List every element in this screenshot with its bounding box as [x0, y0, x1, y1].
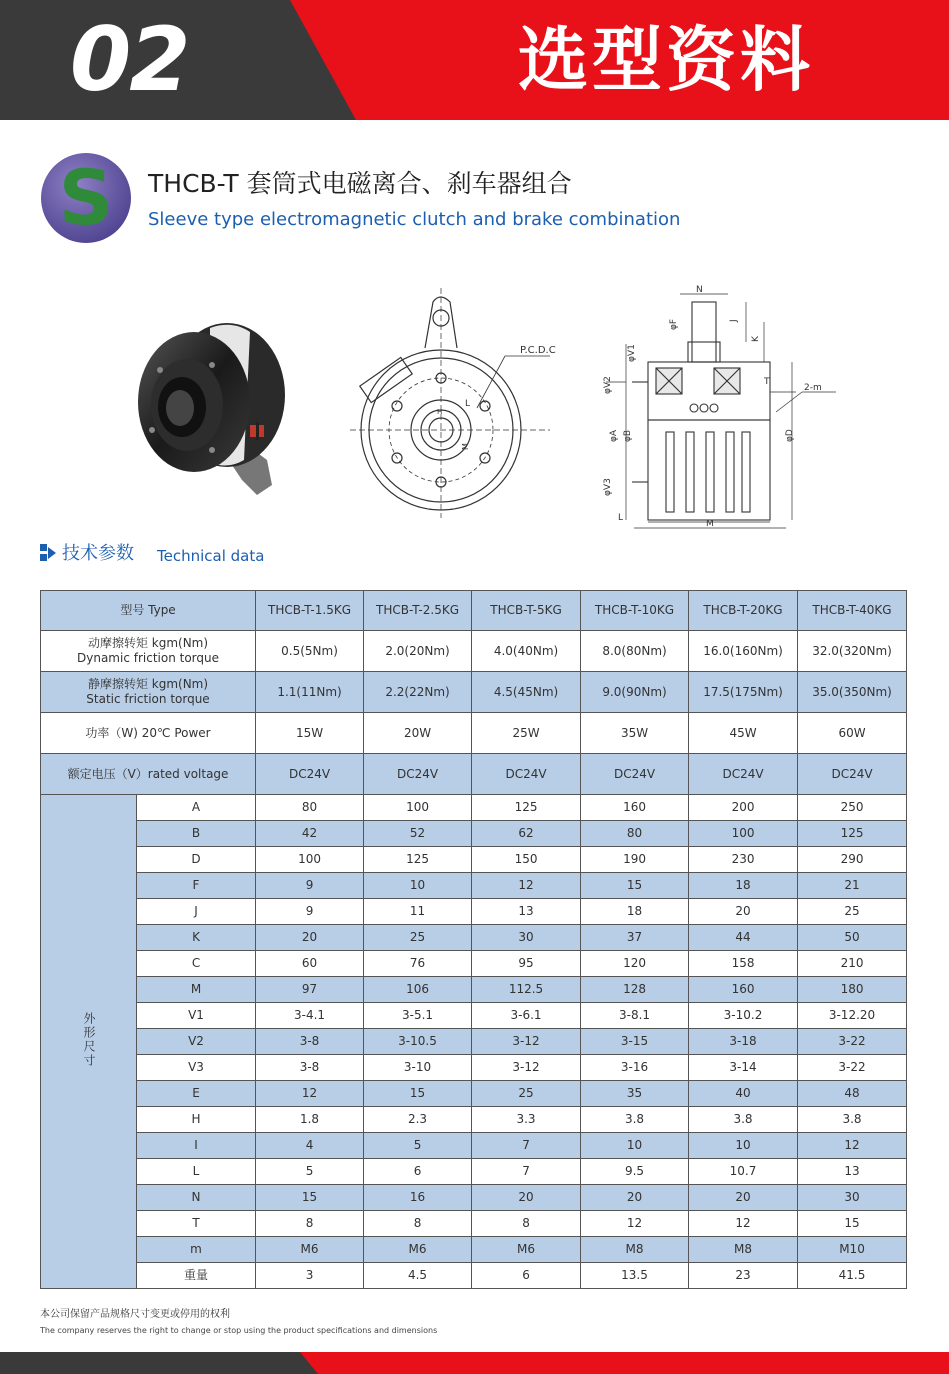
value-cell: 3-12 [472, 1029, 581, 1055]
value-cell: 3-8 [256, 1029, 364, 1055]
value-cell: 15 [256, 1185, 364, 1211]
dimension-label-cell: B [137, 821, 256, 847]
value-cell: 20 [689, 899, 798, 925]
value-cell: 3-22 [798, 1055, 907, 1081]
value-cell: 3-10.2 [689, 1003, 798, 1029]
value-cell: 40 [689, 1081, 798, 1107]
value-cell: 35.0(350Nm) [798, 672, 907, 713]
section-title-en: Technical data [157, 547, 265, 565]
value-cell: 3-5.1 [364, 1003, 472, 1029]
dimension-label-cell: K [137, 925, 256, 951]
value-cell: 23 [689, 1263, 798, 1289]
value-cell: 160 [689, 977, 798, 1003]
value-cell: 20 [581, 1185, 689, 1211]
svg-text:φA: φA [609, 429, 619, 442]
value-cell: M10 [798, 1237, 907, 1263]
spec-label-cell [41, 754, 256, 795]
model-header-cell: THCB-T-10KG [581, 591, 689, 631]
svg-text:φV1: φV1 [627, 344, 637, 362]
value-cell: 100 [689, 821, 798, 847]
dimension-label-cell: F [137, 873, 256, 899]
value-cell: 150 [472, 847, 581, 873]
dimension-label-cell: C [137, 951, 256, 977]
value-cell: 18 [689, 873, 798, 899]
model-header-cell: THCB-T-40KG [798, 591, 907, 631]
value-cell: M6 [472, 1237, 581, 1263]
value-cell: 3-12 [472, 1055, 581, 1081]
dimension-group-label: 外形尺寸 [82, 1011, 96, 1068]
value-cell: M6 [256, 1237, 364, 1263]
value-cell: 25 [472, 1081, 581, 1107]
value-cell: 3-14 [689, 1055, 798, 1081]
value-cell: 76 [364, 951, 472, 977]
table-row [41, 873, 907, 899]
spec-label-cn: 动摩擦转矩 kgm(Nm) [87, 636, 209, 650]
value-cell: 42 [256, 821, 364, 847]
value-cell: M8 [689, 1237, 798, 1263]
table-row [41, 1055, 907, 1081]
spec-label-cell [41, 631, 256, 672]
value-cell: 128 [581, 977, 689, 1003]
value-cell: 15 [364, 1081, 472, 1107]
table-row [41, 795, 907, 821]
value-cell: 3-10 [364, 1055, 472, 1081]
value-cell: DC24V [581, 754, 689, 795]
model-header-cell: THCB-T-1.5KG [256, 591, 364, 631]
table-row [41, 1107, 907, 1133]
table-row [41, 631, 907, 672]
value-cell: DC24V [689, 754, 798, 795]
value-cell: 15 [581, 873, 689, 899]
value-cell: 13.5 [581, 1263, 689, 1289]
dimension-label-cell: T [137, 1211, 256, 1237]
value-cell: 3.8 [798, 1107, 907, 1133]
value-cell: 8 [256, 1211, 364, 1237]
svg-text:φV3: φV3 [603, 478, 613, 496]
side-section-drawing [596, 282, 846, 536]
value-cell: 10.7 [689, 1159, 798, 1185]
svg-text:2-m: 2-m [804, 383, 822, 393]
value-cell: 95 [472, 951, 581, 977]
svg-text:J: J [729, 319, 739, 322]
value-cell: 20 [256, 925, 364, 951]
value-cell: 160 [581, 795, 689, 821]
value-cell: 20 [472, 1185, 581, 1211]
table-row [41, 847, 907, 873]
dimension-group-cell [41, 795, 137, 1289]
value-cell: 60 [256, 951, 364, 977]
table-row [41, 1185, 907, 1211]
spec-label-cell [41, 713, 256, 754]
table-row [41, 672, 907, 713]
svg-text:N: N [696, 285, 703, 295]
value-cell: 3-15 [581, 1029, 689, 1055]
value-cell: 3-22 [798, 1029, 907, 1055]
dimension-label-cell: H [137, 1107, 256, 1133]
svg-text:T: T [764, 377, 770, 387]
dimension-label-cell: m [137, 1237, 256, 1263]
value-cell: 100 [364, 795, 472, 821]
table-row [41, 1211, 907, 1237]
svg-text:M: M [706, 519, 714, 529]
value-cell: 17.5(175Nm) [689, 672, 798, 713]
value-cell: 2.2(22Nm) [364, 672, 472, 713]
value-cell: 3-4.1 [256, 1003, 364, 1029]
table-row [41, 977, 907, 1003]
table-row [41, 1081, 907, 1107]
value-cell: 125 [472, 795, 581, 821]
table-row [41, 1133, 907, 1159]
value-cell: 9.0(90Nm) [581, 672, 689, 713]
spec-label-cn: 静摩擦转矩 kgm(Nm) [87, 677, 209, 691]
value-cell: 30 [798, 1185, 907, 1211]
value-cell: 4 [256, 1133, 364, 1159]
value-cell: 0.5(5Nm) [256, 631, 364, 672]
value-cell: 10 [364, 873, 472, 899]
svg-text:L: L [465, 399, 471, 409]
table-row [41, 1159, 907, 1185]
spec-label-en: Dynamic friction torque [77, 651, 220, 665]
value-cell: 44 [689, 925, 798, 951]
value-cell: M6 [364, 1237, 472, 1263]
value-cell: 230 [689, 847, 798, 873]
value-cell: 9.5 [581, 1159, 689, 1185]
svg-text:φV2: φV2 [603, 376, 613, 394]
product-title-en: Sleeve type electromagnetic clutch and brake combination [148, 209, 681, 230]
value-cell: 9 [256, 873, 364, 899]
table-row [41, 821, 907, 847]
value-cell: 2.0(20Nm) [364, 631, 472, 672]
svg-text:M: M [461, 443, 470, 450]
value-cell: 12 [472, 873, 581, 899]
value-cell: 180 [798, 977, 907, 1003]
value-cell: 21 [798, 873, 907, 899]
footer-note-en: The company reserves the right to change or stop using the product specifications and dimensions [40, 1326, 438, 1335]
value-cell: 7 [472, 1159, 581, 1185]
value-cell: 1.1(11Nm) [256, 672, 364, 713]
arrow-bullet-icon [40, 544, 56, 562]
value-cell: 60W [798, 713, 907, 754]
value-cell: 35W [581, 713, 689, 754]
svg-text:S: S [58, 153, 114, 242]
model-header-cell: THCB-T-5KG [472, 591, 581, 631]
value-cell: 120 [581, 951, 689, 977]
section-title-cn: 技术参数 [62, 543, 134, 564]
spec-label-cn: 额定电压（V）rated voltage [67, 766, 229, 781]
value-cell: 4.5(45Nm) [472, 672, 581, 713]
svg-text:φB: φB [623, 429, 633, 442]
header-banner [0, 0, 949, 120]
value-cell: 32.0(320Nm) [798, 631, 907, 672]
dimension-label-cell: V2 [137, 1029, 256, 1055]
value-cell: 6 [364, 1159, 472, 1185]
table-row [41, 1003, 907, 1029]
value-cell: 3.3 [472, 1107, 581, 1133]
value-cell: 3-16 [581, 1055, 689, 1081]
dimension-label-cell: D [137, 847, 256, 873]
front-view-drawing [345, 288, 565, 528]
technical-data-table [40, 590, 907, 1289]
value-cell: 3-18 [689, 1029, 798, 1055]
value-cell: 125 [364, 847, 472, 873]
value-cell: 9 [256, 899, 364, 925]
header-title: 选型资料 [518, 19, 814, 101]
value-cell: 125 [798, 821, 907, 847]
value-cell: 62 [472, 821, 581, 847]
value-cell: 13 [798, 1159, 907, 1185]
value-cell: 16.0(160Nm) [689, 631, 798, 672]
value-cell: 3-8.1 [581, 1003, 689, 1029]
svg-text:φD: φD [785, 429, 795, 442]
table-row [41, 925, 907, 951]
value-cell: 112.5 [472, 977, 581, 1003]
value-cell: DC24V [256, 754, 364, 795]
value-cell: 7 [472, 1133, 581, 1159]
value-cell: 18 [581, 899, 689, 925]
weight-label-cell: 重量 [137, 1263, 256, 1289]
value-cell: 100 [256, 847, 364, 873]
value-cell: 35 [581, 1081, 689, 1107]
value-cell: DC24V [364, 754, 472, 795]
value-cell: 30 [472, 925, 581, 951]
value-cell: 3-6.1 [472, 1003, 581, 1029]
value-cell: 1.8 [256, 1107, 364, 1133]
value-cell: 3.8 [581, 1107, 689, 1133]
model-header-cell: THCB-T-20KG [689, 591, 798, 631]
value-cell: 4.0(40Nm) [472, 631, 581, 672]
svg-text:φF: φF [669, 318, 679, 330]
value-cell: 4.5 [364, 1263, 472, 1289]
dimension-label-cell: L [137, 1159, 256, 1185]
table-row [41, 1029, 907, 1055]
value-cell: 20 [689, 1185, 798, 1211]
value-cell: 8 [364, 1211, 472, 1237]
table-row [41, 713, 907, 754]
value-cell: 3-10.5 [364, 1029, 472, 1055]
value-cell: 8 [472, 1211, 581, 1237]
value-cell: 250 [798, 795, 907, 821]
value-cell: 25 [364, 925, 472, 951]
value-cell: 80 [256, 795, 364, 821]
s-logo-icon [40, 152, 132, 244]
value-cell: 3-12.20 [798, 1003, 907, 1029]
value-cell: 12 [256, 1081, 364, 1107]
value-cell: 20W [364, 713, 472, 754]
value-cell: 37 [581, 925, 689, 951]
value-cell: 41.5 [798, 1263, 907, 1289]
value-cell: 13 [472, 899, 581, 925]
value-cell: 3-8 [256, 1055, 364, 1081]
value-cell: 12 [798, 1133, 907, 1159]
table-row [41, 754, 907, 795]
value-cell: 16 [364, 1185, 472, 1211]
value-cell: 8.0(80Nm) [581, 631, 689, 672]
value-cell: 97 [256, 977, 364, 1003]
footer-note-cn: 本公司保留产品规格尺寸变更或停用的权利 [40, 1309, 230, 1320]
value-cell: 10 [689, 1133, 798, 1159]
value-cell: 2.3 [364, 1107, 472, 1133]
type-header-cell: 型号 Type [41, 591, 256, 631]
value-cell: 10 [581, 1133, 689, 1159]
value-cell: 200 [689, 795, 798, 821]
dimension-label-cell: J [137, 899, 256, 925]
value-cell: 52 [364, 821, 472, 847]
svg-text:L: L [618, 513, 624, 523]
value-cell: DC24V [798, 754, 907, 795]
value-cell: 190 [581, 847, 689, 873]
table-row [41, 1237, 907, 1263]
value-cell: 12 [581, 1211, 689, 1237]
section-number: 02 [70, 8, 189, 111]
value-cell: 6 [472, 1263, 581, 1289]
value-cell: 12 [689, 1211, 798, 1237]
spec-label-cell [41, 672, 256, 713]
value-cell: 5 [256, 1159, 364, 1185]
table-row [41, 951, 907, 977]
product-title-cn: THCB-T 套筒式电磁离合、刹车器组合 [148, 169, 572, 198]
table-header-row [41, 591, 907, 631]
value-cell: 106 [364, 977, 472, 1003]
dimension-label-cell: V3 [137, 1055, 256, 1081]
value-cell: 290 [798, 847, 907, 873]
dimension-label-cell: M [137, 977, 256, 1003]
value-cell: M8 [581, 1237, 689, 1263]
value-cell: DC24V [472, 754, 581, 795]
value-cell: 158 [689, 951, 798, 977]
product-photo [132, 310, 292, 500]
spec-label-en: Static friction torque [86, 692, 210, 706]
value-cell: 5 [364, 1133, 472, 1159]
value-cell: 3.8 [689, 1107, 798, 1133]
svg-text:H: H [437, 408, 443, 416]
value-cell: 45W [689, 713, 798, 754]
value-cell: 50 [798, 925, 907, 951]
value-cell: 48 [798, 1081, 907, 1107]
table-row [41, 1263, 907, 1289]
value-cell: 25W [472, 713, 581, 754]
dimension-label-cell: E [137, 1081, 256, 1107]
value-cell: 80 [581, 821, 689, 847]
dimension-label-cell: N [137, 1185, 256, 1211]
spec-label-cn: 功率（W) 20℃ Power [85, 725, 211, 740]
table-row [41, 899, 907, 925]
value-cell: 15W [256, 713, 364, 754]
value-cell: 210 [798, 951, 907, 977]
value-cell: 15 [798, 1211, 907, 1237]
value-cell: 3 [256, 1263, 364, 1289]
footer-banner [0, 1352, 949, 1374]
dimension-label-cell: A [137, 795, 256, 821]
value-cell: 11 [364, 899, 472, 925]
dimension-label-cell: V1 [137, 1003, 256, 1029]
svg-text:P.C.D.C: P.C.D.C [520, 345, 556, 356]
dimension-label-cell: I [137, 1133, 256, 1159]
value-cell: 25 [798, 899, 907, 925]
model-header-cell: THCB-T-2.5KG [364, 591, 472, 631]
svg-text:K: K [751, 336, 761, 342]
